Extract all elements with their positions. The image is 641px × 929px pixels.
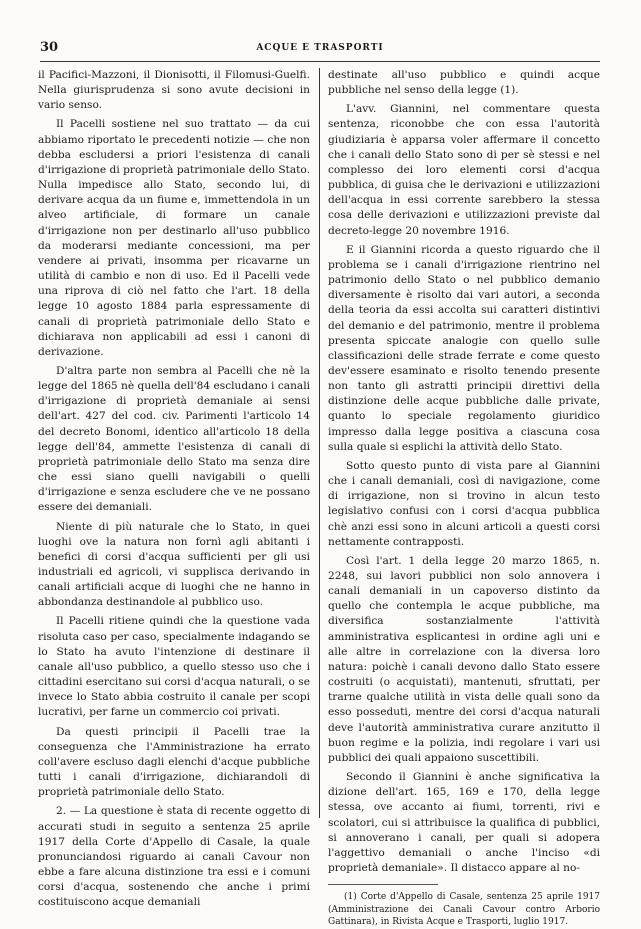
paragraph: Sotto questo punto di vista pare al Giannini che i canali demaniali, così di navigazione, come di irrigazione, non si trovino in alcun testo legislativo confusi con i corsi d'acqua pubblica chè anzi essi sono in alcuni articoli a questi corsi nettamente contrapposti. xyxy=(328,459,600,548)
left-column xyxy=(38,68,310,914)
paragraph: Da questi principii il Pacelli trae la conseguenza che l'Amministrazione ha errato coll'avere escluso dagli elenchi d'acque pubbliche tutti i canali d'irrigazione, dichiarandoli di proprietà patrimoniale dello Stato. xyxy=(38,725,310,799)
paragraph: il Pacifici-Mazzoni, il Dionisotti, il Filomusi-Guelfi. Nella giurisprudenza si sono avute decisioni in vario senso. xyxy=(38,69,310,112)
column-divider xyxy=(319,68,320,818)
header-rule xyxy=(40,61,600,62)
paragraph: E il Giannini ricorda a questo riguardo che il problema se i canali d'irrigazione rientrino nel patrimonio dello Stato o nel pubblico demanio diversamente è risolto dai vari autori, a seconda della teoria da essi accolta sui caratteri distintivi del demanio e del patrimonio, mentre il problema presenta spiccate analogie con quello sulle classificazioni delle strade ferrate e come questo dev'essere esaminato e risolto tenendo presente non tanto gli astratti principii direttivi della distinzione delle acque pubbliche dalle private, quanto lo speciale regolamento giuridico impresso dalla legge positiva a ciascuna cosa sulla quale si esplichi la attività dello Stato. xyxy=(328,243,600,453)
paragraph: D'altra parte non sembra al Pacelli che nè la legge del 1865 nè quella dell'84 escludano i canali d'irrigazione di proprietà demaniale ai sensi dell'art. 427 del cod. civ. Parimenti l'articolo 14 del decreto Bonomi, identico all'articolo 18 della legge dell'84, ammette l'esistenza di canali di proprietà patrimoniale dello Stato ma senza dire che essi siano quelli navigabili o quelli d'irrigazione e senza escludere che ve ne possano essere dei demaniali. xyxy=(38,364,310,514)
paragraph: Il Pacelli sostiene nel suo trattato — da cui abbiamo riportato le precedenti notizie — che non debba escludersi a priori l'esistenza di canali d'irrigazione di proprietà patrimoniale dello Stato. Nulla impedisce allo Stato, secondo lui, di derivare acqua da un fiume e, immettendola in un alveo artificiale, di formare un canale d'irrigazione non per destinarlo all'uso pubblico da moderarsi mediante concessioni, ma per vendere ai privati, insomma per ricavarne un utilità di cambio e non di uso. Ed il Pacelli vede una riprova di ciò nel fatto che l'art. 18 della legge 10 agosto 1884 parla espressamente di canali di proprietà patrimoniale dello Stato e dichiarava non applicabili ad essi i canoni di derivazione. xyxy=(38,118,310,358)
paragraph: Secondo il Giannini è anche significativa la dizione dell'art. 165, 169 e 170, della legge stessa, ove accanto ai fiumi, torrenti, rivi e scolatori, cui si attribuisce la qualifica di pubblici, si annoverano i canali, per quali si adopera l'aggettivo demaniali o anche l'inciso «di proprietà demaniale». Il distacco appare al no- xyxy=(328,771,600,874)
right-column xyxy=(328,68,600,929)
paragraph: Così l'art. 1 della legge 20 marzo 1865, n. 2248, sui lavori pubblici non solo annovera i canali demaniali in un capoverso distinto da quello che contempla le acque pubbliche, ma diversifica sostanzialmente l'attività amministrativa esplicantesi in ordine agli uni e alle altre in correlazione con la diversa loro natura: poichè i canali devono dallo Stato essere costruiti (o acquistati), mantenuti, sfruttati, per trarne qualche utilità in vista delle quali sono da esso posseduti, mentre dei corsi d'acqua naturali deve l'autorità amministrativa curare anzitutto il buon regime e la polizia, indi regolare i vari usi pubblici dei quali appaiono suscettibili. xyxy=(328,554,600,764)
paragraph: L'avv. Giannini, nel commentare questa sentenza, riconobbe che con essa l'autorità giudiziaria è apparsa voler affermare il concetto che i canali dello Stato sono di per sè stessi e nel complesso dei loro elementi corsi d'acqua pubblica, di guisa che le derivazioni e utilizzazioni dell'acqua in essi corrente sarebbero la stessa cosa delle derivazioni e utilizzazioni previste dal decreto-legge 20 novembre 1916. xyxy=(328,103,600,237)
footnote-rule xyxy=(328,884,438,885)
page-header xyxy=(40,40,600,58)
footnote: (1) Corte d'Appello di Casale, sentenza 25 aprile 1917 (Amministrazione dei Canali Cavour contro Arborio Gattinara), in Rivista Acque e Trasporti, luglio 1917. xyxy=(328,892,600,928)
paragraph: destinate all'uso pubblico e quindi acque pubbliche nel senso della legge (1). xyxy=(328,69,600,97)
page-number: 30 xyxy=(40,40,59,55)
running-title: ACQUE E TRASPORTI xyxy=(256,43,384,53)
paragraph: 2. — La questione è stata di recente oggetto di accurati studi in seguito a sentenza 25 aprile 1917 della Corte d'Appello di Casale, la quale pronunciandosi riguardo ai canali Cavour non ebbe a fare alcuna distinzione tra essi e i comuni corsi d'acqua, sostenendo che anche i primi costituiscono acque demaniali xyxy=(38,805,310,909)
paragraph: Niente di più naturale che lo Stato, in quei luoghi ove la natura non fornì agli abitanti i benefici di corsi d'acqua sufficienti per gli usi industriali ed agricoli, vi supplisca derivando in canali artificiali acque di luoghi che ne hanno in abbondanza destinandole al pubblico uso. xyxy=(38,520,310,609)
paragraph: Il Pacelli ritiene quindi che la questione vada risoluta caso per caso, specialmente indagando se lo Stato ha avuto l'intenzione di destinare il canale all'uso pubblico, a quello stesso uso che i cittadini esercitano sui corsi d'acqua naturali, o se invece lo Stato abbia costruito il canale per scopi lucrativi, per farne un commercio coi privati. xyxy=(38,615,310,719)
